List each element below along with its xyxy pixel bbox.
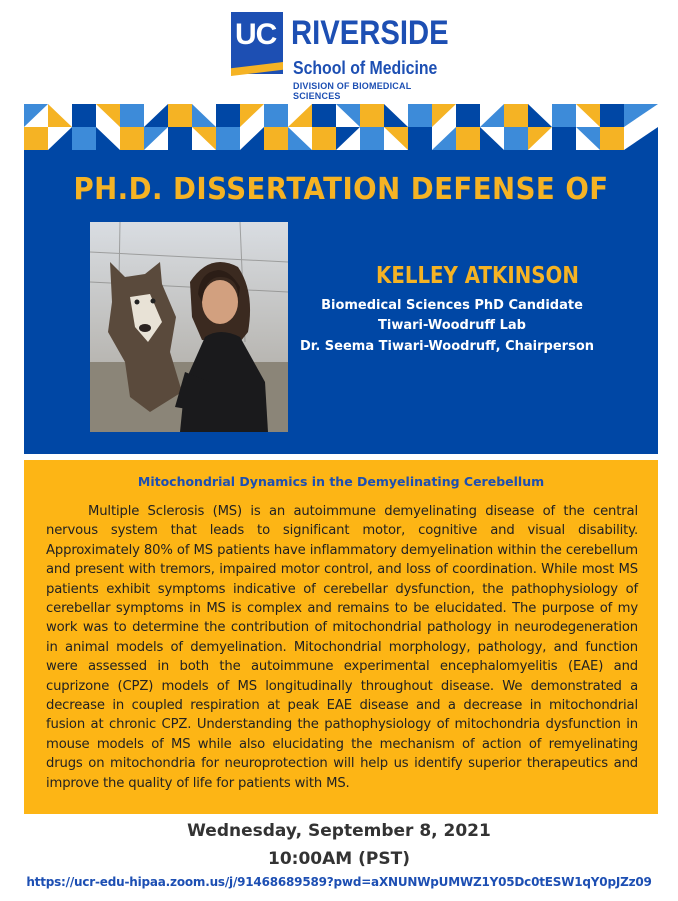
decorative-pattern-band (24, 104, 658, 150)
speaker-chair: Dr. Seema Tiwari-Woodruff, Chairperson (299, 339, 595, 354)
event-time: 10:00AM (PST) (268, 849, 410, 869)
abstract-body: Multiple Sclerosis (MS) is an autoimmune demyelinating disease of the central nervous system that leads to significant motor, cognitive and visual disability. Approximately 80% of MS patients have inflammatory demyelination within the cerebellum and present with tremors, impaired motor control, and loss of coordination. While most MS patients exhibit symptoms indicative of cerebellar dysfunction, the pathophysiology of cerebellar symptoms in MS is complex and remains to be elucidated. The purpose of my work was to determine the contribution of mitochondrial pathology in neurodegeneration in animal models of demyelination. Mitochondrial morphology, pathology, and function were assessed in both the autoimmune experimental encephalomyelitis (EAE) and cuprizone (CPZ) models of MS longitudinally throughout disease. We demonstrated a decrease in coupled respiration at peak EAE disease and a decrease in mitochondrial fusion at chronic CPZ. Understanding the pathophysiology of mitochondria dysfunction in mouse models of MS while also elucidating the mechanism of action of remyelinating drugs on mitochondria for neuroprotection will help us identify superior therapeutics and improve the quality of life for patients with MS. (46, 504, 638, 791)
riverside-wordmark: RIVERSIDE (291, 14, 449, 52)
uc-logo-text: UC (235, 18, 277, 51)
speaker-name: KELLEY ATKINSON (376, 263, 579, 289)
event-title: PH.D. DISSERTATION DEFENSE OF (73, 172, 609, 207)
ucr-logo (231, 10, 461, 101)
speaker-role: Biomedical Sciences PhD Candidate (321, 298, 583, 313)
speaker-photo (90, 222, 288, 432)
speaker-lab: Tiwari-Woodruff Lab (378, 318, 526, 333)
zoom-link[interactable]: https://ucr-edu-hipaa.zoom.us/j/91468689589?pwd=aXNUNWpUMWZ1Y05Dc0tESW1qY0pJZz09 (26, 875, 652, 889)
event-date: Wednesday, September 8, 2021 (187, 821, 491, 841)
speaker-section (24, 150, 658, 454)
abstract-section (24, 460, 658, 814)
school-of-medicine-label: School of Medicine (293, 58, 438, 78)
division-label: DIVISION OF BIOMEDICAL SCIENCES (293, 81, 412, 101)
abstract-title: Mitochondrial Dynamics in the Demyelinating Cerebellum (137, 474, 545, 489)
